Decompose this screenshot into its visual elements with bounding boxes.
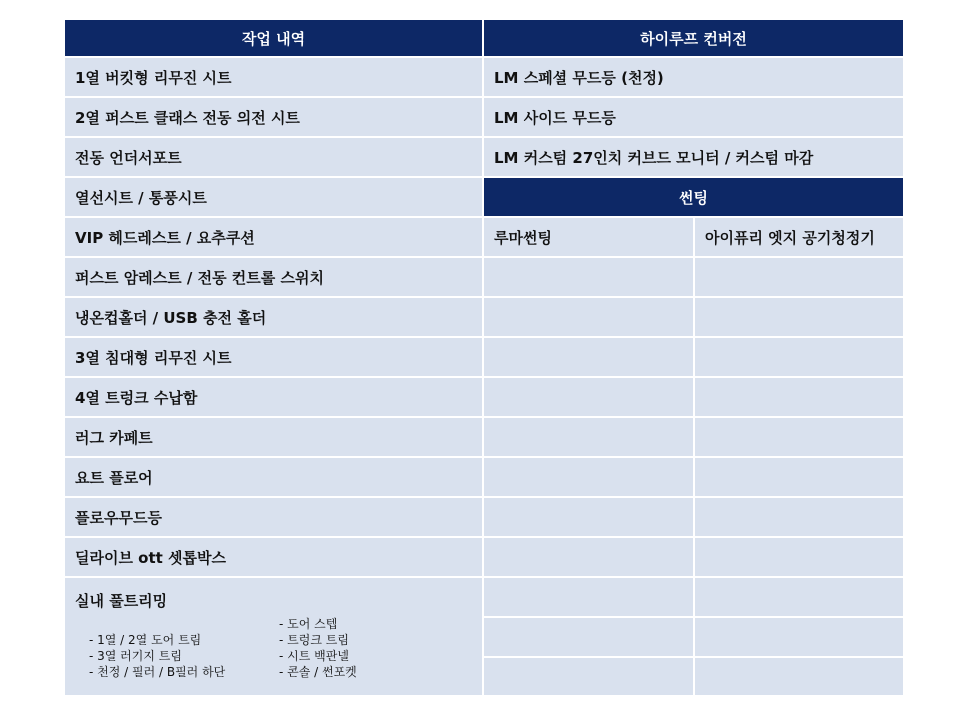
empty-cell — [484, 338, 693, 376]
list-item: 1열 버킷형 리무진 시트 — [65, 58, 482, 96]
empty-cell — [695, 458, 903, 496]
list-item: 딜라이브 ott 셋톱박스 — [65, 538, 482, 576]
trim-list-left — [89, 632, 225, 680]
list-item: 열선시트 / 통풍시트 — [65, 178, 482, 216]
empty-cell — [695, 498, 903, 536]
tinting-item: 루마썬팅 — [484, 218, 693, 256]
interior-trim-title: 실내 풀트리밍 — [75, 592, 168, 610]
empty-cell — [484, 418, 693, 456]
list-item: 요트 플로어 — [65, 458, 482, 496]
empty-cell — [695, 298, 903, 336]
conversion-item: LM 스페셜 무드등 (천정) — [484, 58, 903, 96]
trim-item: - 도어 스텝 — [279, 617, 338, 631]
list-item: VIP 헤드레스트 / 요추쿠션 — [65, 218, 482, 256]
empty-cell — [484, 378, 693, 416]
empty-cell — [484, 538, 693, 576]
conversion-item: LM 사이드 무드등 — [484, 98, 903, 136]
empty-cell — [695, 378, 903, 416]
list-item: 2열 퍼스트 클래스 전동 의전 시트 — [65, 98, 482, 136]
empty-cell — [484, 258, 693, 296]
empty-cell — [695, 338, 903, 376]
list-item: 러그 카페트 — [65, 418, 482, 456]
trim-item: - 3열 러기지 트림 — [89, 649, 182, 663]
trim-item: - 콘솔 / 썬포켓 — [279, 665, 357, 679]
trim-item: - 트렁크 트림 — [279, 633, 349, 647]
empty-cell — [695, 658, 903, 695]
conversion-item: LM 커스텀 27인치 커브드 모니터 / 커스텀 마감 — [484, 138, 903, 176]
empty-cell — [484, 578, 693, 616]
list-item: 퍼스트 암레스트 / 전동 컨트롤 스위치 — [65, 258, 482, 296]
tinting-header: 썬팅 — [484, 178, 903, 216]
trim-list-right — [279, 616, 357, 680]
empty-cell — [484, 658, 693, 695]
list-item: 냉온컵홀더 / USB 충전 홀더 — [65, 298, 482, 336]
empty-cell — [484, 618, 693, 656]
trim-item: - 천정 / 필러 / B필러 하단 — [89, 665, 226, 679]
empty-cell — [695, 538, 903, 576]
empty-cell — [484, 458, 693, 496]
empty-cell — [695, 258, 903, 296]
list-item: 플로우무드등 — [65, 498, 482, 536]
interior-trim-cell — [65, 578, 482, 695]
high-roof-conversion-header: 하이루프 컨버전 — [484, 20, 903, 56]
list-item: 전동 언더서포트 — [65, 138, 482, 176]
tinting-item: 아이퓨리 엣지 공기청정기 — [695, 218, 903, 256]
trim-item: - 1열 / 2열 도어 트림 — [89, 633, 202, 647]
empty-cell — [695, 618, 903, 656]
work-history-header: 작업 내역 — [65, 20, 482, 56]
list-item: 3열 침대형 리무진 시트 — [65, 338, 482, 376]
empty-cell — [484, 498, 693, 536]
trim-item: - 시트 백판넬 — [279, 649, 349, 663]
empty-cell — [484, 298, 693, 336]
empty-cell — [695, 578, 903, 616]
list-item: 4열 트렁크 수납함 — [65, 378, 482, 416]
empty-cell — [695, 418, 903, 456]
